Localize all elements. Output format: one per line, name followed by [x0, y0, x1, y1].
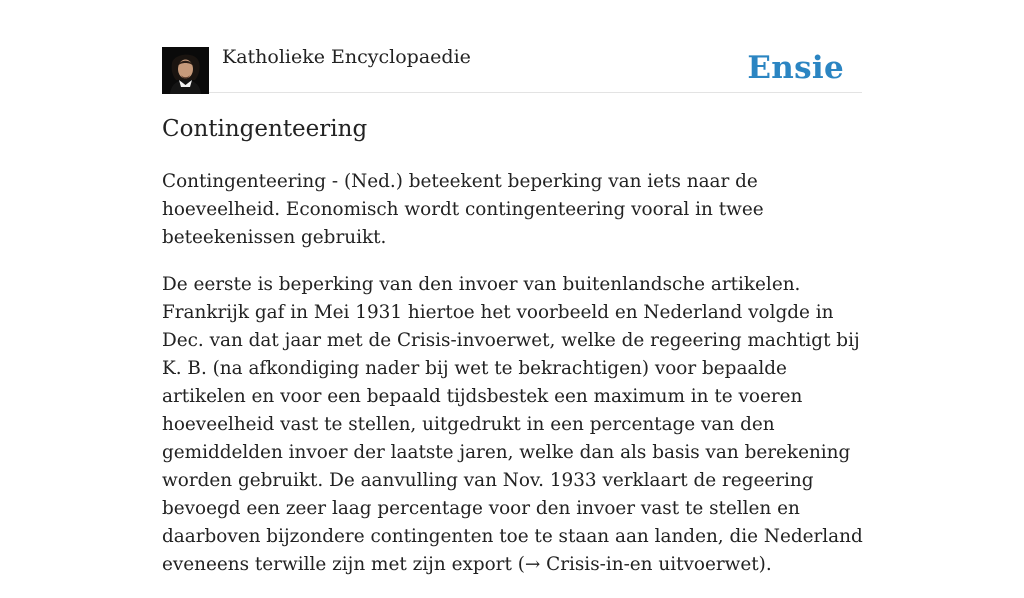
- page-title: Contingenteering: [162, 116, 368, 142]
- brand-logo[interactable]: Ensie: [747, 50, 844, 86]
- site-title[interactable]: Katholieke Encyclopaedie: [222, 46, 471, 68]
- paragraph-text: De eerste is beperking van den invoer van buitenlandsche artikelen. Frankrijk gaf in Mei 1931 hiertoe het voorbeeld en Nederland volgde in Dec. van dat jaar met de Crisis-invoerwet, welke de regeering machtigt bij K. B. (na afkondiging nader bij wet te bekrachtigen) voor bepaalde artikelen en voor een bepaald tijdsbestek een maximum in te voeren hoeveelheid vast te stellen, uitgedrukt in een percentage van den gemiddelden invoer der laatste jaren, welke dan als basis van berekening worden gebruikt. De aanvulling van Nov. 1933 verklaart de regeering bevoegd een zeer laag percentage voor den invoer vast te stellen en daarboven bijzondere contingenten toe te staan aan landen, die Nederland eveneens terwille zijn met zijn export (: [162, 274, 863, 575]
- paragraph-text: ).: [758, 554, 772, 575]
- cross-reference-link[interactable]: → Crisis-in-en uitvoerwet: [524, 554, 759, 575]
- portrait-avatar-icon[interactable]: [162, 47, 209, 94]
- article-paragraph: [162, 271, 867, 579]
- site-header: [162, 44, 862, 93]
- article-paragraph: Contingenteering - (Ned.) beteekent beperking van iets naar de hoeveelheid. Economisch wordt contingenteering vooral in twee beteekenissen gebruikt.: [162, 171, 764, 248]
- article-body: [162, 168, 867, 598]
